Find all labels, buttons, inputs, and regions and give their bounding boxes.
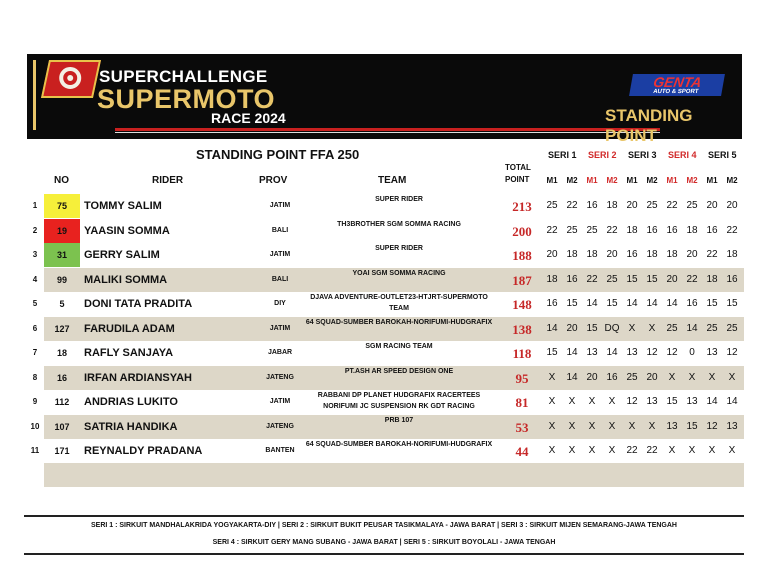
rider-number: 16 <box>56 372 67 383</box>
race-score: 16 <box>646 224 658 236</box>
race-score: 22 <box>546 224 558 236</box>
race-label-4: M2 <box>606 176 618 185</box>
rider-province: JABAR <box>267 349 293 356</box>
rider-province: BALI <box>271 226 289 234</box>
race-score: 22 <box>606 224 618 236</box>
race-score: 25 <box>546 200 558 211</box>
race-score: 16 <box>586 200 598 211</box>
rider-province: JATIM <box>269 202 291 209</box>
race-score: 22 <box>666 200 678 211</box>
race-score: 18 <box>646 249 658 260</box>
header-no: NO <box>54 175 69 186</box>
rider-number: 19 <box>44 219 80 243</box>
race-score: 16 <box>566 273 578 285</box>
race-score: 20 <box>706 200 718 211</box>
race-score: X <box>548 445 556 456</box>
race-score: 14 <box>726 396 738 407</box>
race-score: 25 <box>626 371 638 383</box>
rider-team: TH3BROTHER SGM SOMMA RACING <box>337 220 461 228</box>
total-points: 44 <box>515 444 529 459</box>
footer-line-2: SERI 4 : SIRKUIT GERY MANG SUBANG - JAWA BARAT | SERI 5 : SIRKUIT BOYOLALI - JAWA TENGAH <box>212 539 556 546</box>
race-score: 14 <box>646 298 658 309</box>
rider-number: 31 <box>44 243 80 267</box>
race-score: 25 <box>726 322 738 334</box>
total-points: 138 <box>512 321 532 337</box>
table-row <box>32 219 744 243</box>
race-score: 13 <box>666 420 678 432</box>
rider-team: SGM RACING TEAM <box>365 343 433 350</box>
race-label-1: M1 <box>546 176 558 185</box>
standing-point-label: STANDING POINT <box>605 106 693 145</box>
table-row <box>30 415 744 439</box>
race-score: 16 <box>686 298 698 309</box>
race-score: 22 <box>726 224 738 236</box>
table-row <box>32 194 744 218</box>
race-score: 20 <box>686 249 698 260</box>
race-score: X <box>608 420 616 432</box>
rider-province: BANTEN <box>265 447 295 454</box>
race-score: X <box>548 371 556 383</box>
rider-team: SUPER RIDER <box>375 245 423 252</box>
banner-accent-bar <box>33 60 36 130</box>
table-row <box>32 317 744 341</box>
race-label-8: M2 <box>686 176 698 185</box>
banner-white-stripe <box>115 132 660 133</box>
race-score: 14 <box>626 298 638 309</box>
race-score: 22 <box>566 200 578 211</box>
rider-province: JATIM <box>269 251 291 258</box>
race-score: 22 <box>686 273 698 285</box>
table-row <box>32 243 744 267</box>
race-score: 25 <box>606 273 618 285</box>
total-points: 53 <box>515 419 529 435</box>
race-score: X <box>648 420 656 432</box>
race-score: 13 <box>626 347 638 358</box>
table-row <box>32 268 744 292</box>
header-rider: RIDER <box>152 175 184 186</box>
rider-number: 18 <box>56 348 67 358</box>
rider-name: YAASIN SOMMA <box>84 224 170 237</box>
rider-name: RAFLY SANJAYA <box>84 347 174 359</box>
race-score: 25 <box>586 224 598 236</box>
series-header-4: SERI 4 <box>668 150 697 160</box>
race-label-9: M1 <box>706 176 718 185</box>
race-score: 22 <box>586 273 598 285</box>
table-title: STANDING POINT FFA 250 <box>196 147 360 162</box>
race-score: 20 <box>546 249 558 260</box>
rider-name: TOMMY SALIM <box>84 200 162 212</box>
race-score: 13 <box>686 396 698 407</box>
race-score: 12 <box>626 396 638 407</box>
banner-red-stripe <box>115 128 660 131</box>
total-points: 213 <box>512 199 532 214</box>
race-score: X <box>588 396 596 407</box>
header-team: TEAM <box>378 175 407 186</box>
rider-province: JATIM <box>269 398 291 405</box>
race-score: 18 <box>626 224 638 236</box>
total-points: 187 <box>512 272 532 288</box>
row-index: 7 <box>32 348 38 357</box>
header-prov: PROV <box>259 175 288 186</box>
rider-name: FARUDILA ADAM <box>84 322 175 335</box>
table-row <box>32 292 744 316</box>
race-label-10: M2 <box>726 176 738 185</box>
race-score: 12 <box>666 347 678 358</box>
banner-title-line1: SUPERCHALLENGE <box>99 67 268 86</box>
row-index: 5 <box>32 299 38 308</box>
race-score: 14 <box>566 371 578 383</box>
race-score: X <box>608 396 616 407</box>
rider-province: JATENG <box>266 422 294 430</box>
race-score: 14 <box>686 322 698 334</box>
row-index: 1 <box>32 201 38 210</box>
race-score: 25 <box>706 322 718 334</box>
race-score: 13 <box>726 420 738 432</box>
race-score: 16 <box>606 371 618 383</box>
race-score: 14 <box>566 347 578 358</box>
rider-name: GERRY SALIM <box>84 249 160 261</box>
race-score: 15 <box>606 298 618 309</box>
race-score: 20 <box>666 273 678 285</box>
race-score: 18 <box>706 273 718 285</box>
rider-province: BALI <box>271 275 289 283</box>
race-score: 15 <box>666 396 678 407</box>
table-row <box>32 366 744 390</box>
rider-team: 64 SQUAD-SUMBER BAROKAH-NORIFUMI-HUDGRAFIX <box>305 441 493 448</box>
header-point: POINT <box>505 175 530 184</box>
rider-team: PT.ASH AR SPEED DESIGN ONE <box>344 367 454 375</box>
race-score: 20 <box>626 200 638 211</box>
race-score: X <box>588 420 596 432</box>
total-points: 81 <box>515 395 529 410</box>
race-score: X <box>568 420 576 432</box>
race-score: 25 <box>646 200 658 211</box>
race-score: 25 <box>566 224 578 236</box>
series-header-3: SERI 3 <box>628 150 657 160</box>
race-score: 16 <box>726 273 738 285</box>
race-score: 22 <box>706 249 718 260</box>
race-score: 16 <box>666 224 678 236</box>
rider-team: YOAI SGM SOMMA RACING <box>352 269 446 277</box>
race-score: X <box>648 322 656 334</box>
total-points: 95 <box>515 370 529 386</box>
race-score: 18 <box>586 249 598 260</box>
rider-name: DONI TATA PRADITA <box>84 298 193 310</box>
rider-team: DJAVA ADVENTURE-OUTLET23-HTJRT-SUPERMOTO TEAM <box>310 294 488 312</box>
rider-number: 99 <box>56 274 67 285</box>
race-score: 14 <box>546 322 558 334</box>
race-score: X <box>728 371 736 383</box>
race-score: X <box>668 371 676 383</box>
rider-province: JATENG <box>266 373 294 381</box>
rider-number: 107 <box>54 421 70 432</box>
header-total: TOTAL <box>505 163 531 172</box>
footer-line-1: SERI 1 : SIRKUIT MANDHALAKRIDA YOGYAKARTA-DIY | SERI 2 : SIRKUIT BUKIT PEUSAR TASIKMALAYA - JAWA BARAT | SERI 3 : SIRKUIT MIJEN SEMARANG-JAWA TENGAH <box>90 522 677 529</box>
row-index: 11 <box>30 446 40 455</box>
banner-title-line3: RACE 2024 <box>211 110 286 126</box>
series-header-5: SERI 5 <box>708 150 737 160</box>
race-score: 13 <box>646 396 658 407</box>
race-score: 15 <box>546 347 558 358</box>
race-score: 13 <box>706 347 718 358</box>
row-index: 9 <box>32 397 38 406</box>
rider-name: SATRIA HANDIKA <box>84 420 178 433</box>
rider-province: JATIM <box>269 324 291 332</box>
rider-number: 171 <box>54 446 70 456</box>
rider-number: 112 <box>54 397 70 407</box>
race-score: 15 <box>586 322 598 334</box>
race-label-6: M2 <box>646 176 658 185</box>
race-score: X <box>628 420 636 432</box>
race-score: 20 <box>726 200 738 211</box>
race-score: 15 <box>726 298 738 309</box>
race-score: 12 <box>726 347 738 358</box>
race-score: 15 <box>706 298 718 309</box>
race-score: X <box>688 371 696 383</box>
header-banner <box>27 54 742 145</box>
race-score: 25 <box>666 322 678 334</box>
race-score: X <box>548 396 556 407</box>
rider-name: IRFAN ARDIANSYAH <box>84 371 192 384</box>
rider-name: ANDRIAS LUKITO <box>84 396 178 408</box>
race-score: 12 <box>646 347 658 358</box>
series-header-2: SERI 2 <box>588 150 617 160</box>
race-score: 16 <box>626 249 638 260</box>
banner-title-line2: SUPERMOTO <box>97 84 276 114</box>
race-score: X <box>668 445 676 456</box>
race-score: X <box>568 396 576 407</box>
row-index: 3 <box>32 250 38 259</box>
rider-number: 5 <box>59 299 65 309</box>
race-score: 18 <box>686 224 698 236</box>
race-label-2: M2 <box>566 176 578 185</box>
race-score: 18 <box>726 249 738 260</box>
race-score: 12 <box>706 420 718 432</box>
rider-number: 127 <box>54 323 70 334</box>
race-score: DQ <box>604 322 620 334</box>
race-score: 0 <box>689 347 695 358</box>
row-index: 2 <box>32 225 38 235</box>
race-score: 13 <box>586 347 598 358</box>
race-score: 18 <box>666 249 678 260</box>
race-score: X <box>688 445 696 456</box>
rider-team: 64 SQUAD-SUMBER BAROKAH-NORIFUMI-HUDGRAFIX <box>305 318 493 326</box>
race-label-7: M1 <box>666 176 678 185</box>
table-row <box>32 341 744 365</box>
race-score: 14 <box>666 298 678 309</box>
row-index: 4 <box>32 274 38 284</box>
race-score: X <box>588 445 596 456</box>
row-index: 6 <box>32 323 38 333</box>
total-points: 118 <box>512 346 532 361</box>
footer-top-rule <box>24 515 744 517</box>
total-points: 148 <box>512 297 532 312</box>
rider-name: REYNALDY PRADANA <box>84 445 203 457</box>
race-score: 15 <box>646 273 658 285</box>
race-score: 18 <box>546 273 558 285</box>
race-score: 15 <box>626 273 638 285</box>
rider-team: RABBANI DP PLANET HUDGRAFIX RACERTEES NORIFUMI JC SUSPENSION RK GDT RACING <box>317 392 481 410</box>
row-index: 8 <box>32 372 38 382</box>
race-label-3: M1 <box>586 176 598 185</box>
race-score: 20 <box>566 322 578 334</box>
series-header-1: SERI 1 <box>548 150 577 160</box>
race-score: 16 <box>706 224 718 236</box>
table-row <box>30 439 744 463</box>
race-score: 14 <box>706 396 718 407</box>
race-score: 20 <box>586 371 598 383</box>
rider-team: SUPER RIDER <box>375 196 423 203</box>
race-score: X <box>708 445 716 456</box>
race-score: X <box>548 420 556 432</box>
race-score: X <box>628 322 636 334</box>
footer-bottom-rule <box>24 553 744 555</box>
race-score: 15 <box>566 298 578 309</box>
total-points: 200 <box>512 223 532 239</box>
standings-document <box>6 0 758 575</box>
race-score: 16 <box>546 298 558 309</box>
race-score: 15 <box>686 420 698 432</box>
rider-name: MALIKI SOMMA <box>84 273 168 286</box>
rider-number: 75 <box>44 194 80 218</box>
race-score: 14 <box>606 347 618 358</box>
race-score: 20 <box>606 249 618 260</box>
race-score: 18 <box>566 249 578 260</box>
rider-team: PRB 107 <box>384 416 414 424</box>
total-points: 188 <box>512 248 532 263</box>
race-score: X <box>728 445 736 456</box>
race-score: X <box>608 445 616 456</box>
event-logo-icon <box>41 60 101 98</box>
race-score: 14 <box>586 298 598 309</box>
empty-shaded-row <box>44 463 744 487</box>
race-score: X <box>708 371 716 383</box>
race-score: 22 <box>646 445 658 456</box>
rider-province: DIY <box>274 300 286 307</box>
race-label-5: M1 <box>626 176 638 185</box>
sponsor-logo: GENTA AUTO & SPORT <box>629 74 725 96</box>
race-score: X <box>568 445 576 456</box>
row-index: 10 <box>30 421 40 431</box>
race-score: 20 <box>646 371 658 383</box>
race-score: 25 <box>686 200 698 211</box>
table-row <box>32 390 744 414</box>
race-score: 18 <box>606 200 618 211</box>
race-score: 22 <box>626 445 638 456</box>
